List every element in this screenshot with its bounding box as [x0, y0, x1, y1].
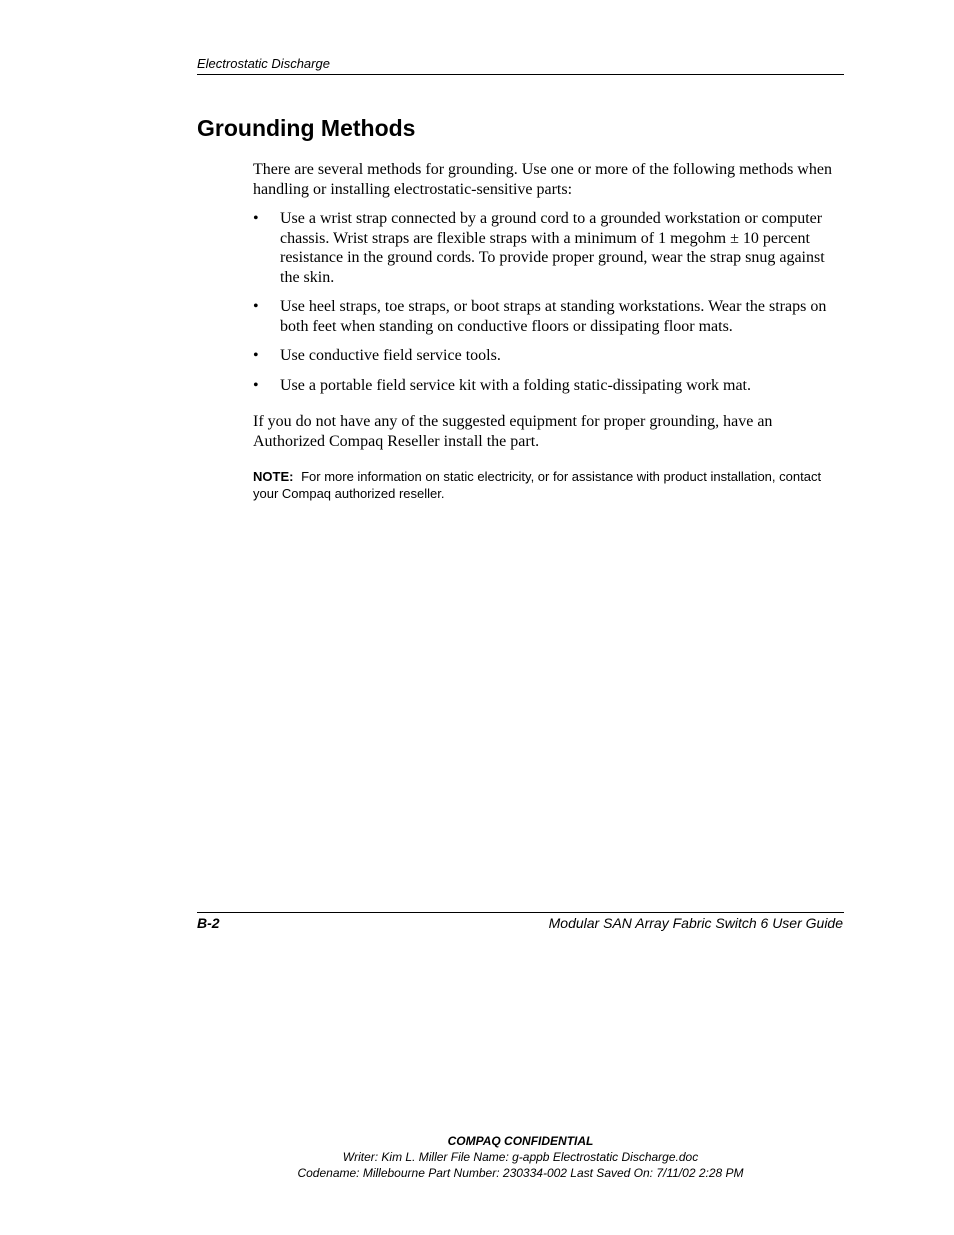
note-text: For more information on static electricity, or for assistance with product installation, contact your Compaq authorized reseller. [253, 469, 822, 501]
section-title: Grounding Methods [197, 115, 416, 141]
list-item-text: Use a wrist strap connected by a ground cord to a grounded workstation or computer chassis. Wrist straps are flexible straps with a minimum of 1 megohm ± 10 percent resistance in the ground cords. To provide proper ground, wear the strap snug against the skin. [280, 210, 825, 286]
closing-paragraph: If you do not have any of the suggested equipment for proper grounding, have an Authorized Compaq Reseller install the part. [253, 413, 773, 450]
confidential-codename-line: Codename: Millebourne Part Number: 230334-002 Last Saved On: 7/11/02 2:28 PM [297, 1166, 744, 1180]
confidential-block [197, 1133, 844, 1181]
page-number: B-2 [197, 915, 220, 931]
guide-title: Modular SAN Array Fabric Switch 6 User Guide [548, 915, 843, 931]
list-item [253, 297, 845, 336]
list-item [253, 209, 845, 287]
list-item-text: Use conductive field service tools. [280, 347, 501, 364]
footer-rule [197, 912, 844, 913]
header-rule [197, 74, 844, 75]
confidential-writer-line: Writer: Kim L. Miller File Name: g-appb Electrostatic Discharge.doc [342, 1150, 699, 1164]
list-item [253, 346, 845, 366]
bullet-icon: • [253, 298, 259, 315]
section-body [253, 160, 845, 502]
intro-paragraph: There are several methods for grounding. Use one or more of the following methods when handling or installing electrostatic-sensitive parts: [253, 161, 832, 198]
note-label: NOTE: [253, 469, 294, 484]
bullet-icon: • [253, 376, 259, 394]
note [253, 468, 845, 502]
list-item-text: Use heel straps, toe straps, or boot straps at standing workstations. Wear the straps on both feet when standing on conductive floors or dissipating floor mats. [280, 298, 827, 335]
grounding-methods-list [253, 209, 845, 395]
list-item-text: Use a portable field service kit with a folding static-dissipating work mat. [280, 376, 751, 394]
bullet-icon: • [253, 210, 259, 227]
running-header: Electrostatic Discharge [197, 56, 330, 71]
confidential-label: COMPAQ CONFIDENTIAL [447, 1134, 594, 1148]
bullet-icon: • [253, 347, 259, 364]
list-item [253, 376, 845, 396]
